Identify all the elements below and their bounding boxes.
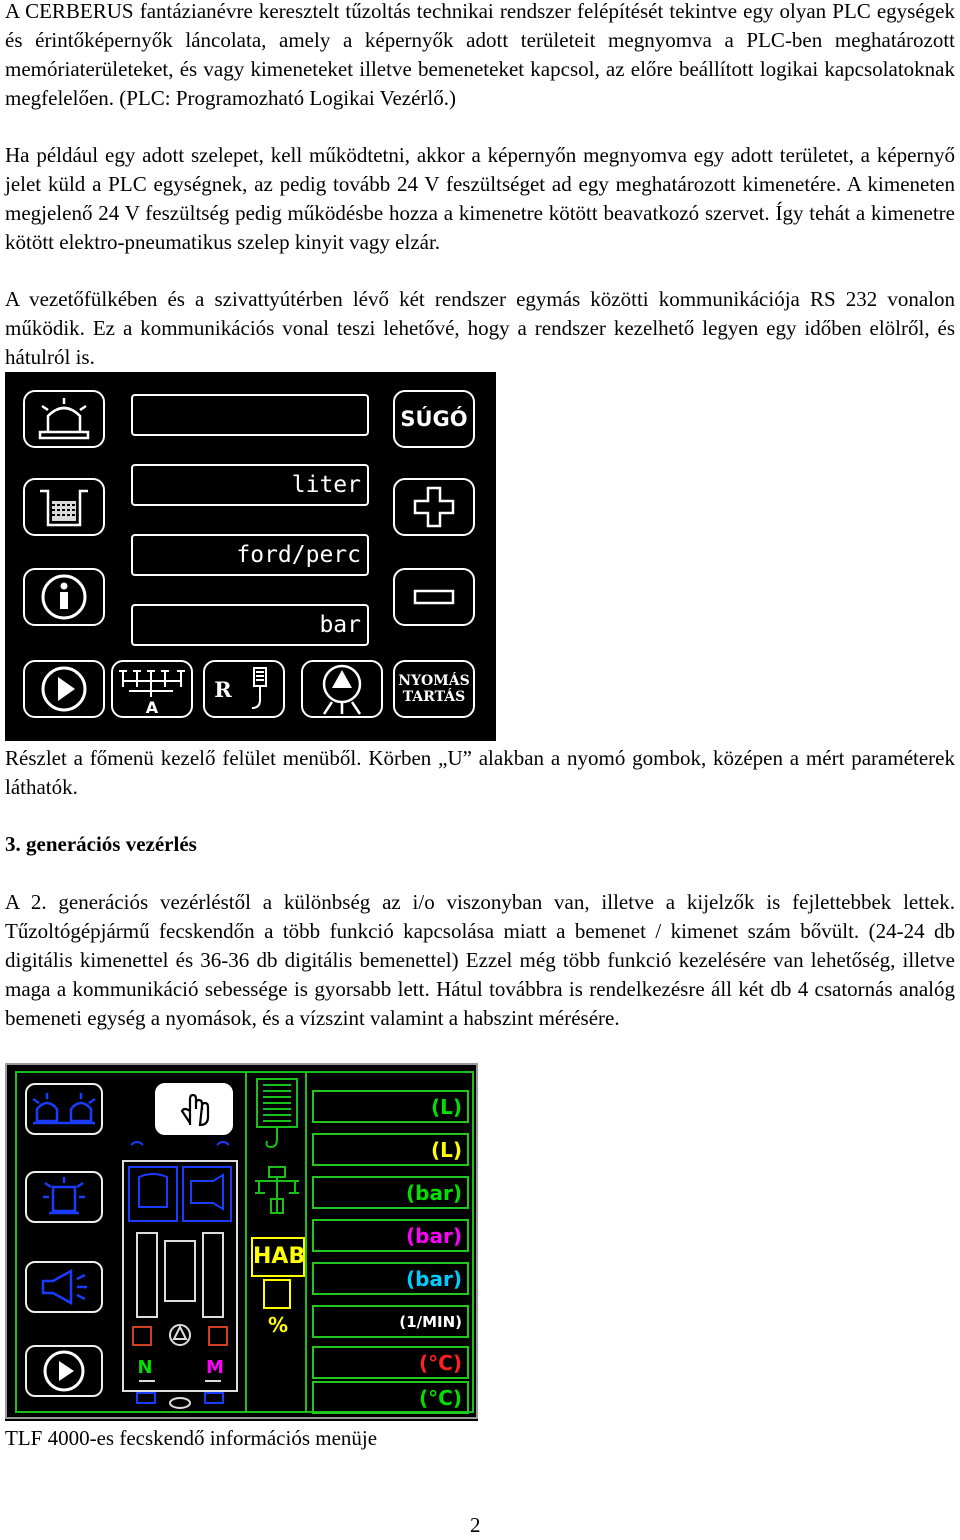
play-icon: [42, 1349, 86, 1393]
valve-manifold-icon: [115, 663, 189, 715]
reel-letter: R: [214, 676, 232, 702]
readout-row: [312, 1262, 469, 1295]
manual-mode-button[interactable]: [155, 1083, 233, 1135]
liter-field: [131, 464, 369, 506]
readout-field-1: [131, 394, 369, 436]
left-label: N: [137, 1357, 153, 1378]
readout-unit: (bar): [406, 1223, 462, 1248]
tank-button[interactable]: [23, 478, 105, 536]
readout-row: [312, 1381, 469, 1414]
plus-icon: [411, 484, 457, 530]
play-icon: [39, 664, 89, 714]
readout-row: [312, 1133, 469, 1166]
bar-field: [131, 604, 369, 646]
section-heading: 3. generációs vezérlés: [5, 832, 197, 856]
beacon-button[interactable]: [23, 390, 105, 448]
pump-button[interactable]: [301, 660, 383, 718]
info-button[interactable]: [23, 568, 105, 626]
readout-unit: ford/perc: [236, 542, 361, 568]
pump-icon: [312, 662, 372, 716]
help-label: SÚGÓ: [400, 407, 468, 431]
beacon-icon: [34, 396, 94, 442]
readout-row: [312, 1305, 469, 1338]
right-label: M: [206, 1357, 224, 1378]
readout-unit: (1/MIN): [399, 1312, 462, 1331]
foam-level-bar: [263, 1279, 291, 1309]
page-number: 2: [470, 1513, 481, 1537]
readout-unit: (bar): [406, 1266, 462, 1291]
readout-row: [312, 1346, 469, 1379]
warning-light-icon: [39, 1175, 89, 1219]
example-paragraph: Ha például egy adott szelepet, kell működtetni, akkor a képernyőn megnyomva egy adott területet, a képernyő jelet küld a PLC egységnek, az pedig tovább 24 V feszültséget ad egy meghatározott kimenetére. A kimeneten megjelenő 24 V feszültség pedig működésbe hozza a kimenetre kötött beavatkozó szervet. Így tehát a kimenetre kötött elektro-pneumatikus szelep kinyit vagy elzár.: [5, 143, 955, 254]
horn-button[interactable]: [25, 1261, 103, 1313]
readout-row: [312, 1219, 469, 1252]
readout-unit: (bar): [406, 1180, 462, 1205]
hose-reel-button[interactable]: [203, 660, 285, 718]
readout-unit: liter: [291, 472, 361, 498]
play-button[interactable]: [23, 660, 105, 718]
info-menu-screenshot: [5, 1063, 478, 1419]
tank-icon: [34, 483, 94, 531]
readout-unit: bar: [319, 612, 361, 638]
figure-caption-1: Részlet a főmenü kezelő felület menüből. Körben „U” alakban a nyomó gombok, középen a mért paraméterek láthatók.: [5, 746, 955, 799]
horn-icon: [37, 1267, 91, 1307]
readout-row: [312, 1090, 469, 1123]
help-button[interactable]: [393, 390, 475, 448]
rpm-field: [131, 534, 369, 576]
minus-icon: [411, 587, 457, 607]
intro-paragraph: A CERBERUS fantázianévre keresztelt tűzoltás technikai rendszer felépítését tekintve egy olyan PLC egységek és érintőképernyők láncolata, amely a képernyők adott területeit megnyomva a PLC-ben meghatározott memóriaterületeket, és vagy kimeneteket illetve bemeneteket kapcsol, az előre beállított logikai kapcsolatoknak megfelelően. (PLC: Programozható Logikai Vezérlő.): [5, 0, 955, 110]
valve-group-button[interactable]: [111, 660, 193, 718]
minus-button[interactable]: [393, 568, 475, 626]
winch-icon: [251, 1077, 303, 1157]
valve-group-letter: A: [145, 698, 159, 715]
vehicle-diagram: [119, 1141, 241, 1417]
readout-unit: (L): [430, 1137, 462, 1162]
pressure-hold-button[interactable]: [393, 660, 475, 718]
hand-pointer-icon: [174, 1089, 214, 1129]
readout-row: [312, 1176, 469, 1209]
figure-underline: [5, 1419, 478, 1421]
beacon-icon: [29, 1089, 99, 1129]
hose-reel-icon: [246, 664, 274, 714]
pressure-hold-label-1: NYOMÁS: [398, 673, 470, 689]
percent-label: %: [267, 1313, 289, 1337]
info-icon: [39, 572, 89, 622]
pressure-hold-label-2: TARTÁS: [402, 689, 466, 705]
play-button[interactable]: [25, 1345, 103, 1397]
foam-label: HAB: [251, 1237, 305, 1277]
main-menu-screenshot: [5, 372, 496, 741]
warning-light-button[interactable]: [25, 1171, 103, 1223]
readout-unit: (L): [430, 1094, 462, 1119]
readout-unit: (°C): [419, 1385, 462, 1410]
ladder-icon: [251, 1163, 303, 1233]
third-generation-paragraph: A 2. generációs vezérléstől a különbség az i/o viszonyban van, illetve a kijelzők is fejlettebbek lettek. Tűzoltógépjármű fecskendőn a több funkció kapcsolása miatt a bemenet / kimenet szám bővült. (24-24 db digitális kimenettel és 36-36 db digitális bemenettel) Ezzel még több funkció kezelésére van lehetőség, illetve maga a kommunikáció sebessége is gyorsabb lett. Hátul továbbra is rendelkezésre áll két db 4 csatornás analóg bemeneti egység a nyomások, és a vízszint valamint a habszint mérésére.: [5, 890, 955, 1030]
readout-unit: (°C): [419, 1350, 462, 1375]
communication-paragraph: A vezetőfülkében és a szivattyútérben lévő két rendszer egymás közötti kommunikációja RS 232 vonalon működik. Ez a kommunikációs vonal teszi lehetővé, hogy a rendszer kezelhető legyen egy időben elölről, és hátulról is.: [5, 287, 955, 369]
beacon-button[interactable]: [25, 1083, 103, 1135]
figure-caption-2: TLF 4000-es fecskendő információs menüje: [5, 1426, 378, 1450]
plus-button[interactable]: [393, 478, 475, 536]
